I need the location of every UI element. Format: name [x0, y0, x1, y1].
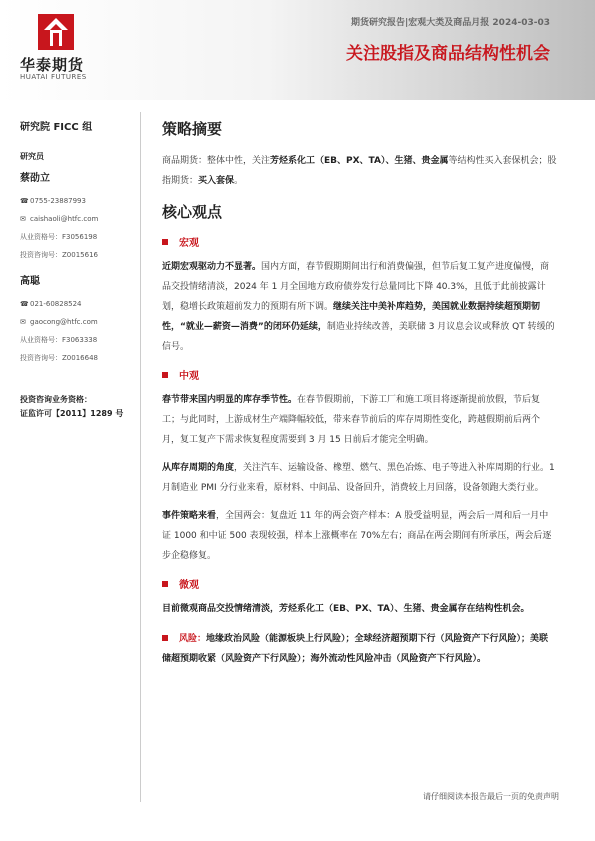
analyst-phone: ☎ 0755-23887993 — [20, 192, 132, 210]
huatai-logo-icon — [38, 14, 74, 50]
qualification: 投资咨询业务资格： 证监许可【2011】1289 号 — [20, 395, 124, 418]
risk-paragraph: 风险：地缘政治风险（能源板块上行风险）；全球经济超预期下行（风险资产下行风险）；美联储超预期收紧（风险资产下行风险）；海外流动性风险冲击（风险资产下行风险）。 — [162, 634, 549, 664]
main-content — [162, 118, 557, 677]
researcher-label: 研究员 — [20, 152, 44, 161]
department: 研究院 FICC 组 — [20, 122, 93, 133]
footer-disclaimer: 请仔细阅读本报告最后一页的免责声明 — [423, 792, 559, 801]
analyst-card — [20, 169, 132, 264]
analyst-practice-number: 从业资格号： F3063338 — [20, 336, 98, 344]
square-bullet-icon — [162, 635, 168, 641]
summary-heading: 策略摘要 — [162, 120, 223, 138]
brand-name-cn: 华泰期货 — [20, 56, 85, 74]
phone-icon: ☎ — [20, 300, 29, 308]
analyst-practice-number: 从业资格号： F3056198 — [20, 233, 98, 241]
summary-paragraph: 商品期货：整体中性，关注芳烃系化工（EB、PX、TA）、生猪、贵金属等结构性买入套保机会；股指期货：买入套保。 — [162, 156, 557, 186]
sidebar — [20, 118, 132, 421]
phone-icon: ☎ — [20, 197, 29, 205]
analyst-phone: ☎ 021-60828524 — [20, 295, 132, 313]
meso-paragraph-1: 春节带来国内明显的库存季节性。在春节假期前，下游工厂和施工项目将逐渐提前放假，节后复工；与此同时，上游成材生产端降幅较低，带来春节前后的库存周期性变化，跨越假期前后两个月，复工复产下需求恢复程度需要到 3 月 15 日前后才能完全明确。 — [162, 395, 541, 445]
email-icon: ✉ — [20, 215, 26, 223]
macro-paragraph: 近期宏观驱动力不显著。国内方面，春节假期期间出行和消费偏强，但节后复工复产进度偏慢，商品交投情绪清淡，2024 年 1 月全国地方政府债券发行总量同比下降 40.3%，且低于此前披露计划，稳增长政策超前发力的预期有所下调。继续关注中美补库趋势，美国就业数据持续超预期韧性，“就业—薪资—消费”的闭环仍延续，制造业持续改善，美联储 3 月议息会议或释放 QT 转缓的信号。 — [162, 262, 555, 352]
meso-paragraph-2: 从库存周期的角度，关注汽车、运输设备、橡塑、燃气、黑色冶炼、电子等进入补库周期的行业。1 月制造业 PMI 分行业来看，原材料、中间品、设备回升，消费较上月回落，设备领跑大类行业。 — [162, 463, 555, 493]
section-meso: 中观 — [162, 367, 557, 382]
brand-name-en: HUATAI FUTURES — [20, 73, 87, 81]
analyst-name: 蔡劭立 — [20, 173, 50, 184]
core-heading: 核心观点 — [162, 203, 223, 221]
analyst-consult-number: 投资咨询号： Z0016648 — [20, 354, 98, 362]
section-macro: 宏观 — [162, 234, 557, 249]
analyst-card — [20, 272, 132, 367]
report-title: 关注股指及商品结构性机会 — [346, 44, 550, 64]
analyst-name: 高聪 — [20, 276, 40, 287]
sidebar-divider — [140, 112, 141, 802]
analyst-email[interactable]: ✉ gaocong@htfc.com — [20, 313, 132, 331]
section-micro: 微观 — [162, 576, 557, 591]
analyst-email[interactable]: ✉ caishaoli@htfc.com — [20, 210, 132, 228]
report-header — [0, 0, 595, 100]
square-bullet-icon — [162, 581, 168, 587]
analyst-consult-number: 投资咨询号： Z0015616 — [20, 251, 98, 259]
micro-paragraph: 目前微观商品交投情绪清淡，芳烃系化工（EB、PX、TA）、生猪、贵金属存在结构性机会。 — [162, 604, 530, 614]
square-bullet-icon — [162, 239, 168, 245]
square-bullet-icon — [162, 372, 168, 378]
report-meta: 期货研究报告|宏观大类及商品月报 2024-03-03 — [351, 18, 550, 28]
email-icon: ✉ — [20, 318, 26, 326]
meso-paragraph-3: 事件策略来看，全国两会：复盘近 11 年的两会资产样本：A 股受益明显，两会后一周和后一月中证 1000 和中证 500 表现较强，样本上涨概率在 70%左右；商品在两会期间有所承压，两会后逐步企稳修复。 — [162, 511, 552, 561]
